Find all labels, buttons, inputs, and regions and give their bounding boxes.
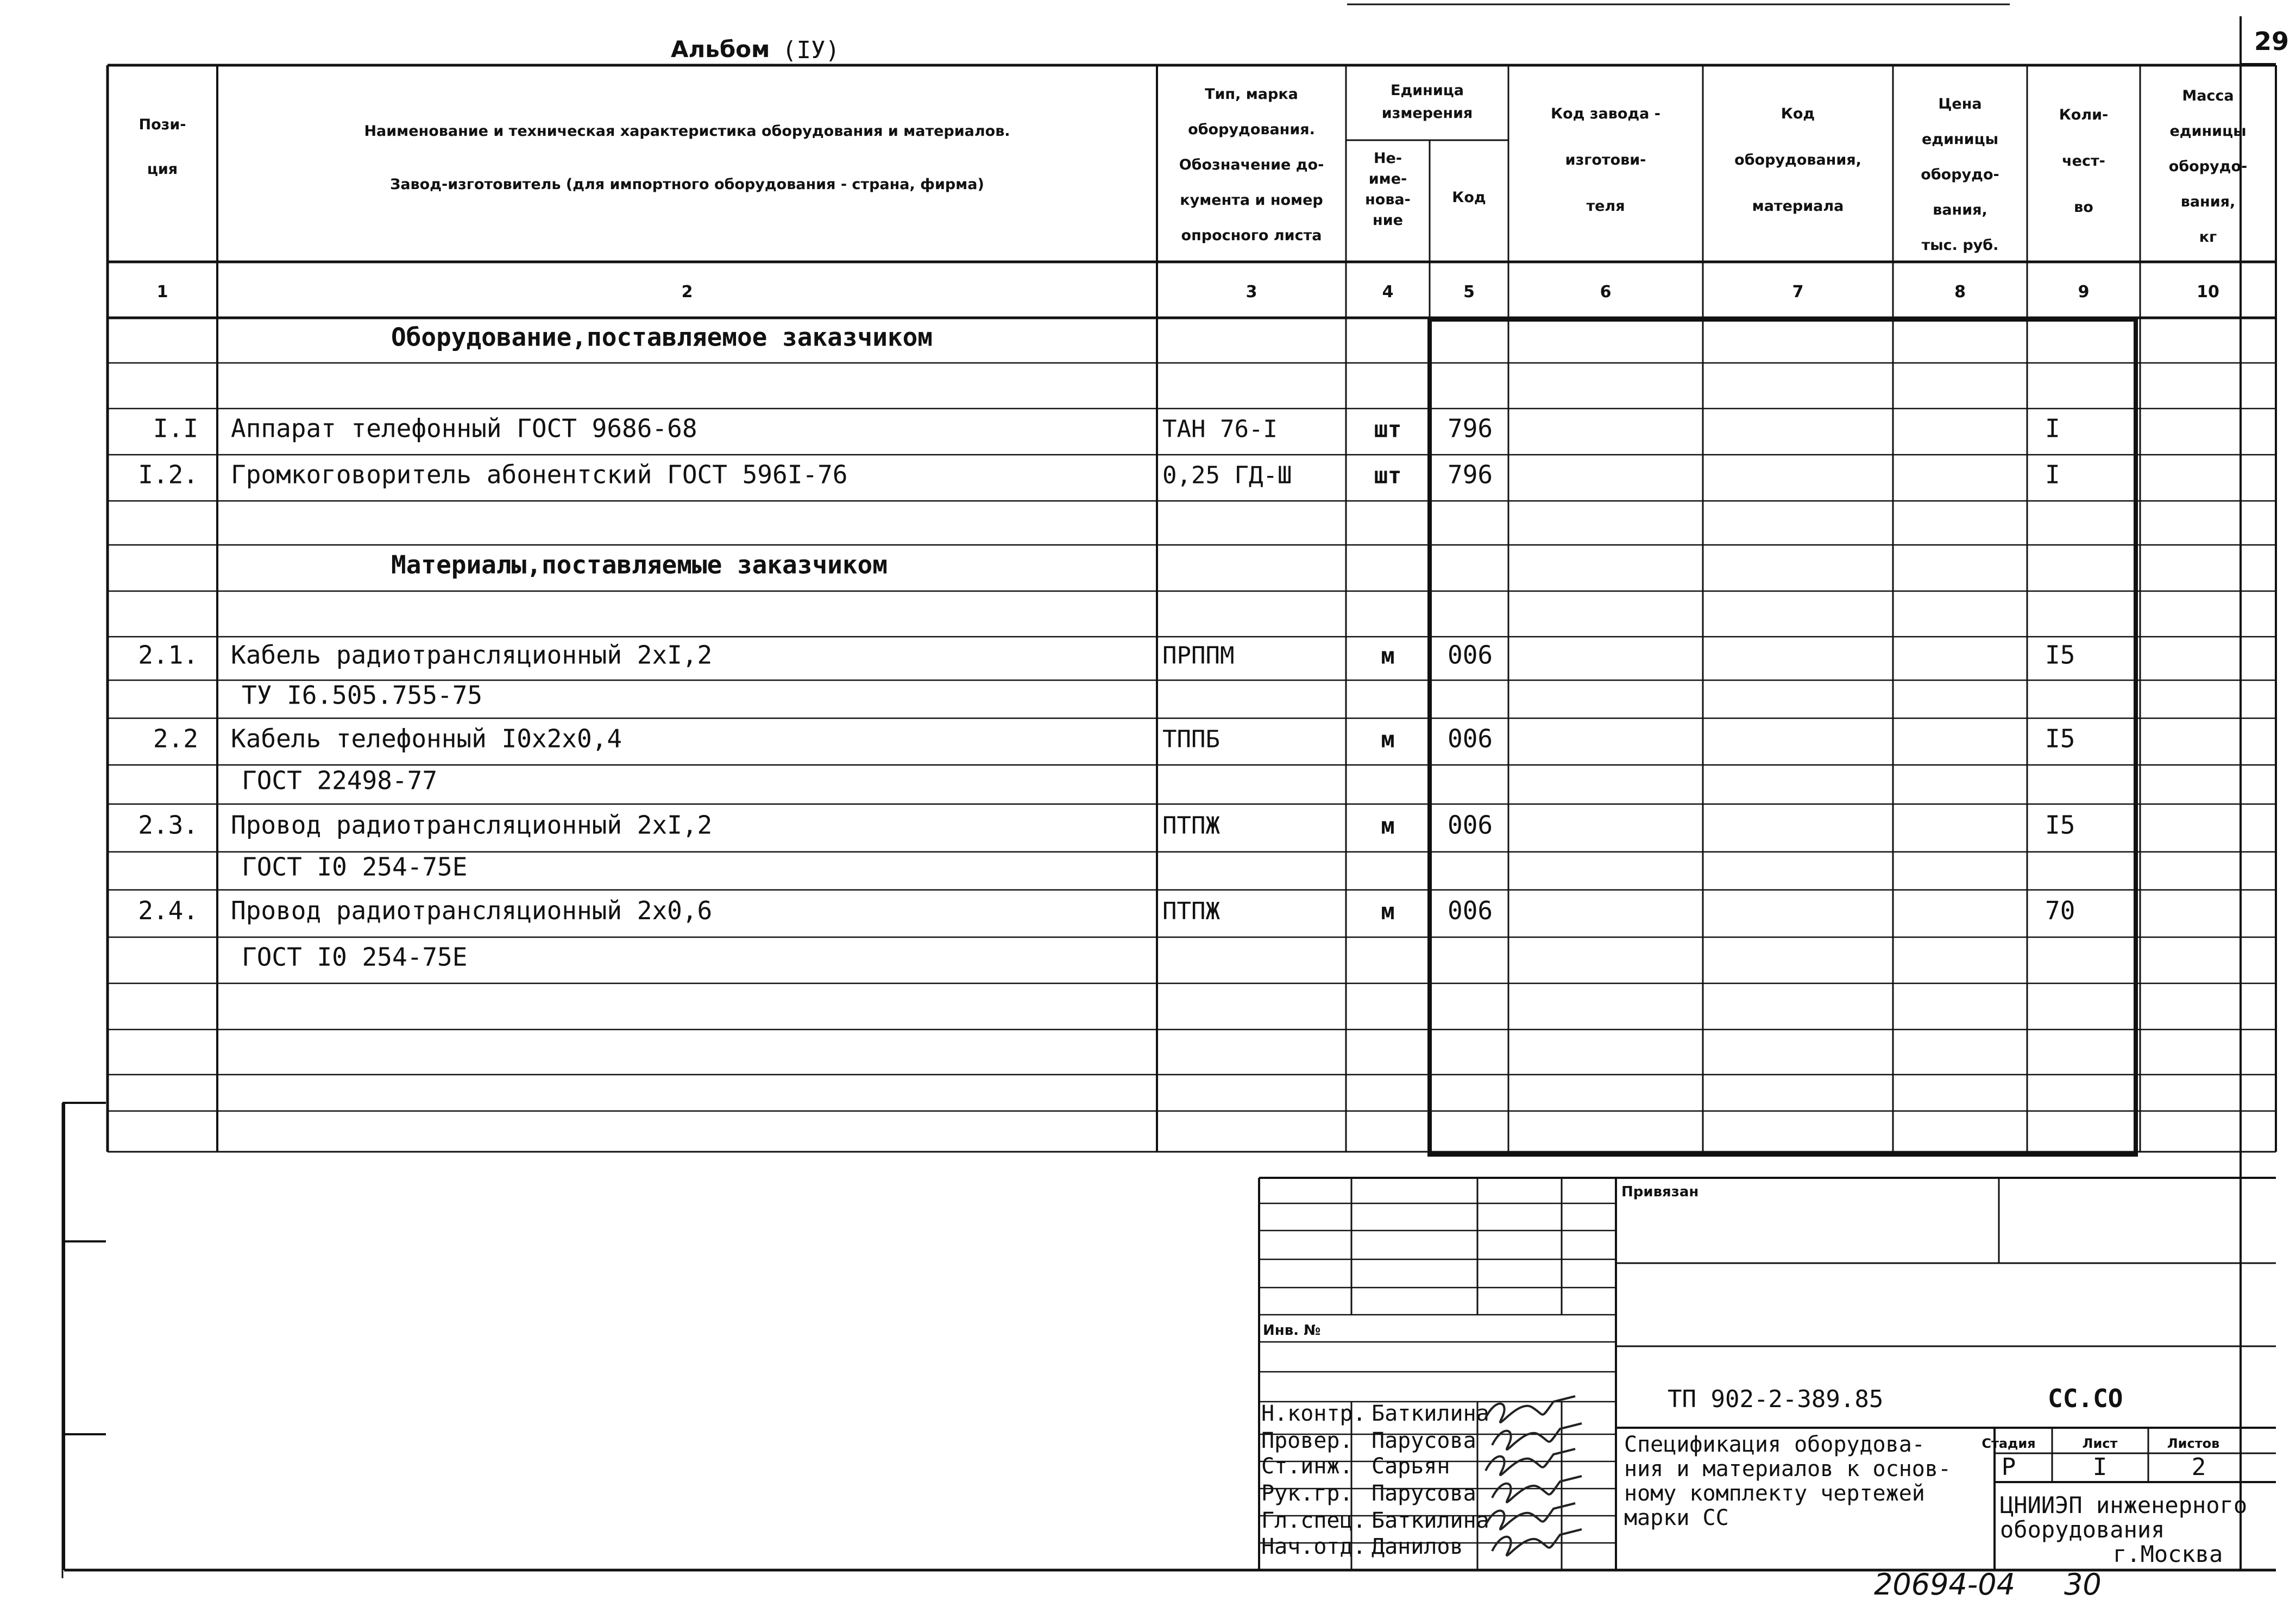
archive-number: 20694-04 [1874,1567,2015,1602]
column-header-text: Наименование и техническая характеристика оборудования и материалов. [364,123,1010,140]
unit-code-cell: 006 [1448,810,1493,840]
column-number-row [157,283,2219,302]
signer-row [1261,1508,1489,1533]
name-cell: Кабель телефонный I0х2х0,4 [231,724,622,754]
column-number: 4 [1382,283,1394,302]
signer-role: Н.контр. [1261,1401,1366,1426]
quantity-cell: I5 [2045,724,2075,754]
column-number: 9 [2078,283,2090,302]
organization-line: ЦНИИЭП инженерного [2000,1492,2248,1518]
column-header-text: Цена [1938,96,1982,112]
column-header-text: Завод-изготовитель (для импортного оборудования - страна, фирма) [390,176,984,193]
stage-label: Стадия [1982,1436,2036,1451]
sheets-value: 2 [2191,1453,2206,1481]
column-number: 3 [1245,283,1257,302]
column-header-text: Не- [1373,150,1402,167]
table-body [138,322,2075,971]
signers-list [1261,1401,1489,1559]
column-header-text: оборудо- [2168,158,2248,175]
position-cell: 2.3. [138,810,198,840]
column-header-text: чест- [2062,153,2105,170]
attached-label: Привязан [1621,1184,1699,1200]
title-block [1259,1178,2276,1570]
signer-name: Баткилина [1372,1401,1489,1426]
stage-value: Р [2001,1453,2016,1481]
table-row [153,414,2060,443]
signature [1492,1423,1582,1449]
column-header-text: оборудо- [1921,166,1999,183]
table-row [242,852,467,881]
table-row [242,766,437,795]
quantity-cell: I [2045,413,2060,443]
column-header-text: вания, [2180,193,2236,210]
signer-role: Провер. [1261,1428,1353,1453]
column-header-text: кумента и номер [1180,192,1323,209]
column-header-text: единицы [2169,123,2247,140]
signer-role: Нач.отд. [1261,1534,1366,1559]
type-cell: ПТПЖ [1162,812,1220,840]
unit-code-cell: 796 [1448,460,1493,489]
column-header-text: ние [1373,212,1403,229]
organization-line: оборудования [2000,1516,2165,1543]
column-header-text: Обозначение до- [1179,156,1324,173]
name-cell: Кабель радиотрансляционный 2хI,2 [231,640,713,670]
name-cell: Провод радиотрансляционный 2х0,6 [231,895,713,925]
table-row [138,460,2060,489]
signer-role: Рук.гр. [1261,1481,1353,1506]
column-header-text: Коли- [2059,106,2109,123]
column-header-text: Пози- [139,116,186,133]
column-header-text: вания, [1933,202,1987,218]
handwritten-signatures [1486,1396,1582,1555]
name-cell: ГОСТ I0 254-75Е [242,852,468,882]
column-header-text: материала [1752,198,1844,215]
signer-row [1261,1428,1476,1453]
position-cell: 2.4. [138,895,198,925]
signer-name: Баткилина [1372,1508,1489,1533]
column-header-text: Масса [2182,87,2234,104]
column-header-text: Код [1452,189,1486,206]
type-cell: ПТПЖ [1162,897,1220,925]
name-cell: Громкоговоритель абонентский ГОСТ 596I-76 [231,460,848,489]
project-code: ТП 902-2-389.85 [1668,1385,1884,1413]
quantity-cell: I [2045,460,2060,489]
column-header-text: единицы [1921,131,1999,148]
doc-title-line: ния и материалов к основ- [1624,1457,1952,1482]
unit-code-cell: 006 [1448,895,1493,925]
position-cell: I.I [153,413,198,443]
position-cell: 2.2 [153,724,198,754]
column-header-text: оборудования. [1188,121,1315,138]
type-cell: 0,25 ГД-Ш [1162,461,1292,489]
section-heading: Оборудование,поставляемое заказчиком [391,322,933,352]
type-cell: ТАН 76-I [1162,415,1278,443]
signer-name: Парусова [1372,1428,1476,1453]
column-header-text: кг [2199,229,2217,246]
name-cell: ГОСТ I0 254-75Е [242,942,468,972]
signer-row [1261,1454,1450,1479]
unit-code-cell: 006 [1448,640,1493,670]
unit-cell: м [1381,812,1395,839]
specification-table [108,65,2276,1154]
type-cell: ПРППМ [1162,642,1235,670]
document-mark: СС.СО [2048,1384,2123,1413]
document-title [1624,1432,1951,1530]
signer-name: Сарьян [1372,1454,1450,1479]
column-header-text: име- [1368,171,1407,187]
column-header-text: нова- [1365,191,1411,208]
position-cell: 2.1. [138,640,198,670]
signer-row [1261,1534,1463,1559]
doc-title-line: Спецификация оборудова- [1624,1432,1925,1457]
column-header-text: ция [147,161,178,178]
quantity-cell: 70 [2045,895,2075,925]
signer-name: Парусова [1372,1481,1476,1506]
table-row [153,724,2075,753]
column-header-text: во [2074,199,2093,216]
signer-role: Гл.спец. [1261,1508,1366,1533]
column-number: 1 [156,283,168,302]
name-cell: ГОСТ 22498-77 [242,765,438,795]
signer-name: Данилов [1372,1534,1463,1559]
name-cell: Аппарат телефонный ГОСТ 9686-68 [231,413,697,443]
unit-group-header: измерения [1381,105,1473,122]
signer-row [1261,1481,1476,1506]
signer-row [1261,1401,1489,1426]
section-heading: Материалы,поставляемые заказчиком [391,550,888,580]
table-header [139,82,2248,254]
table-row [242,943,467,972]
sheets-label: Листов [2167,1436,2220,1451]
table-row [391,550,888,580]
table-row [242,680,482,710]
name-cell: Провод радиотрансляционный 2хI,2 [231,810,713,840]
column-number: 2 [681,283,693,302]
column-number: 8 [1954,283,1966,302]
type-cell: ТППБ [1162,725,1220,754]
unit-group-header: Единица [1391,82,1464,99]
unit-cell: шт [1374,462,1402,489]
doc-title-line: марки СС [1624,1505,1729,1530]
doc-title-line: ному комплекту чертежей [1624,1481,1925,1506]
sheet-label: Лист [2082,1436,2118,1451]
column-header-text: изготови- [1565,152,1646,168]
organization-name [2000,1492,2247,1567]
unit-code-cell: 006 [1448,724,1493,754]
column-header-text: теля [1586,198,1625,215]
table-row [138,641,2075,670]
unit-cell: шт [1374,416,1402,443]
column-number: 10 [2197,283,2219,302]
unit-cell: м [1381,726,1395,753]
album-label: Альбом [671,36,770,62]
column-header-text: Код завода - [1551,105,1660,122]
archive-page: 30 [2064,1567,2102,1602]
organization-line: г.Москва [2113,1541,2223,1567]
unit-cell: м [1381,642,1395,669]
album-number: (IУ) [782,36,840,64]
signer-role: Ст.инж. [1261,1454,1353,1479]
page-number: 29 [2254,27,2289,56]
table-row [391,322,933,352]
column-header-text: Код [1781,105,1815,122]
table-row [138,811,2075,840]
column-header-text: Тип, марка [1205,86,1298,103]
column-number: 5 [1463,283,1475,302]
name-cell: ТУ I6.505.755-75 [242,680,483,710]
quantity-cell: I5 [2045,640,2075,670]
quantity-cell: I5 [2045,810,2075,840]
column-number: 6 [1600,283,1612,302]
column-number: 7 [1792,283,1804,302]
column-header-text: опросного листа [1181,227,1322,244]
sheet-value: I [2092,1453,2108,1481]
unit-code-cell: 796 [1448,413,1493,443]
column-header-text: тыс. руб. [1921,237,1999,254]
position-cell: I.2. [138,460,198,489]
inventory-label: Инв. № [1263,1322,1321,1339]
column-header-text: оборудования, [1734,152,1861,168]
table-row [138,896,2075,925]
unit-cell: м [1381,897,1395,925]
